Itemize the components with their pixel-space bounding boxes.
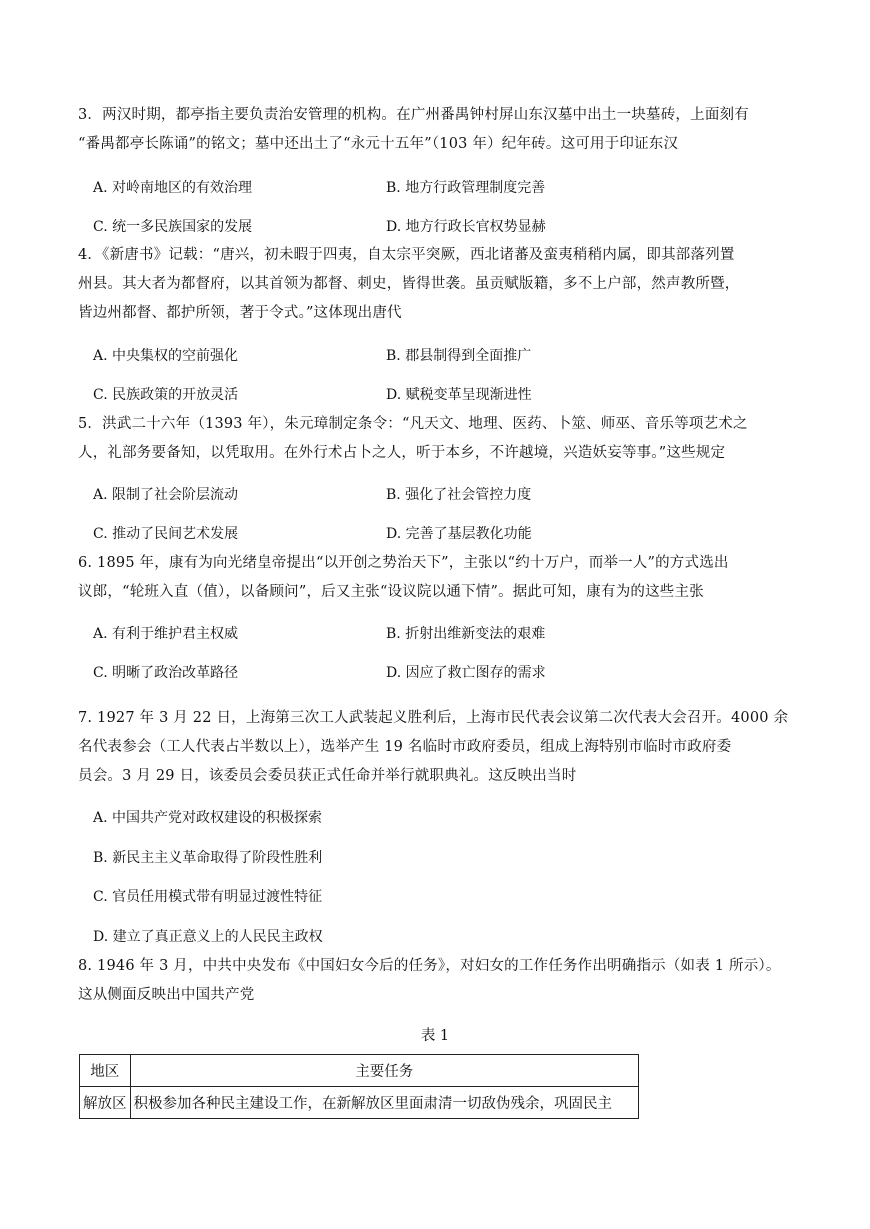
question-text-line: 5．洪武二十六年（1393 年），朱元璋制定条令：“凡天文、地理、医药、卜筮、师巫、音乐等项艺术之	[78, 416, 748, 432]
question-text-line: 名代表参会（工人代表占半数以上），选举产生 19 名临时市政府委员，组成上海特别市临时市政府委	[78, 739, 732, 755]
question-text-line: “番禺都亭长陈诵”的铭文；墓中还出土了“永元十五年”（103 年）纪年砖。这可用于印证东汉	[78, 136, 679, 152]
question-text-line: 这从侧面反映出中国共产党	[78, 987, 255, 1003]
question-text-line: 3．两汉时期，都亭指主要负责治安管理的机构。在广州番禺钟村屏山东汉墓中出土一块墓砖，上面刻有	[78, 107, 749, 123]
cell-region: 解放区	[80, 1087, 131, 1119]
question-8	[78, 952, 790, 1010]
table-row	[80, 1087, 639, 1119]
question-text-line: 议郎，“轮班入直（值），以备顾问”，后又主张“设议院以通下情”。据此可知，康有为的这些主张	[78, 584, 704, 600]
option-b: B. 强化了社会管控力度	[386, 487, 532, 503]
option-b: B. 新民主主义革命取得了阶段性胜利	[93, 850, 323, 866]
question-7	[78, 704, 790, 791]
question-text-line: 8. 1946 年 3 月，中共中央发布《中国妇女今后的任务》，对妇女的工作任务作出明确指示（如表 1 所示）。	[78, 958, 781, 974]
option-a: A. 限制了社会阶层流动	[93, 487, 239, 503]
header-region: 地区	[80, 1055, 131, 1087]
option-d: D. 完善了基层教化功能	[386, 526, 532, 542]
question-text-line: 6. 1895 年，康有为向光绪皇帝提出“以开创之势治天下”，主张以“约十万户，而举一人”的方式选出	[78, 555, 729, 571]
option-c: C. 官员任用模式带有明显过渡性特征	[93, 889, 323, 905]
option-c: C. 明晰了政治改革路径	[93, 665, 239, 681]
question-text-line: 7. 1927 年 3 月 22 日，上海第三次工人武装起义胜利后，上海市民代表会议第二次代表大会召开。4000 余	[78, 710, 789, 726]
question-4	[78, 241, 790, 328]
question-text-line: 人，礼部务要备知，以凭取用。在外行术占卜之人，听于本乡，不许越境，兴造妖妄等事。”这些规定	[78, 445, 726, 461]
option-b: B. 折射出维新变法的艰难	[386, 626, 546, 642]
question-3	[78, 101, 790, 159]
option-d: D. 地方行政长官权势显赫	[386, 219, 546, 235]
option-d: D. 因应了救亡图存的需求	[386, 665, 546, 681]
option-a: A. 中国共产党对政权建设的积极探索	[93, 810, 323, 826]
header-main-task: 主要任务	[130, 1055, 639, 1087]
cell-task: 积极参加各种民主建设工作，在新解放区里面肃清一切敌伪残余，巩固民主	[130, 1087, 639, 1119]
option-d: D. 赋税变革呈现渐进性	[386, 387, 532, 403]
table-header-row	[80, 1055, 639, 1087]
task-table	[79, 1054, 639, 1119]
option-a: A. 对岭南地区的有效治理	[93, 180, 253, 196]
question-text-line: 皆边州都督、都护所领，著于令式。”这体现出唐代	[78, 305, 402, 321]
option-c: C. 推动了民间艺术发展	[93, 526, 239, 542]
table-caption: 表 1	[420, 1028, 450, 1044]
option-d: D. 建立了真正意义上的人民民主政权	[93, 929, 323, 945]
question-text-line: 员会。3 月 29 日，该委员会委员获正式任命并举行就职典礼。这反映出当时	[78, 768, 577, 784]
option-b: B. 郡县制得到全面推广	[386, 348, 532, 364]
question-5	[78, 410, 790, 468]
option-a: A. 有利于维护君主权威	[93, 626, 239, 642]
option-c: C. 民族政策的开放灵活	[93, 387, 239, 403]
option-a: A. 中央集权的空前强化	[93, 348, 239, 364]
option-b: B. 地方行政管理制度完善	[386, 180, 546, 196]
question-text-line: 4．《新唐书》记载：“唐兴，初未暇于四夷，自太宗平突厥，西北诸蕃及蛮夷稍稍内属，即其部落列置	[78, 247, 735, 263]
option-c: C. 统一多民族国家的发展	[93, 219, 253, 235]
question-6	[78, 549, 790, 607]
question-text-line: 州县。其大者为都督府，以其首领为都督、刺史，皆得世袭。虽贡赋版籍，多不上户部，然声教所暨，	[78, 276, 740, 292]
